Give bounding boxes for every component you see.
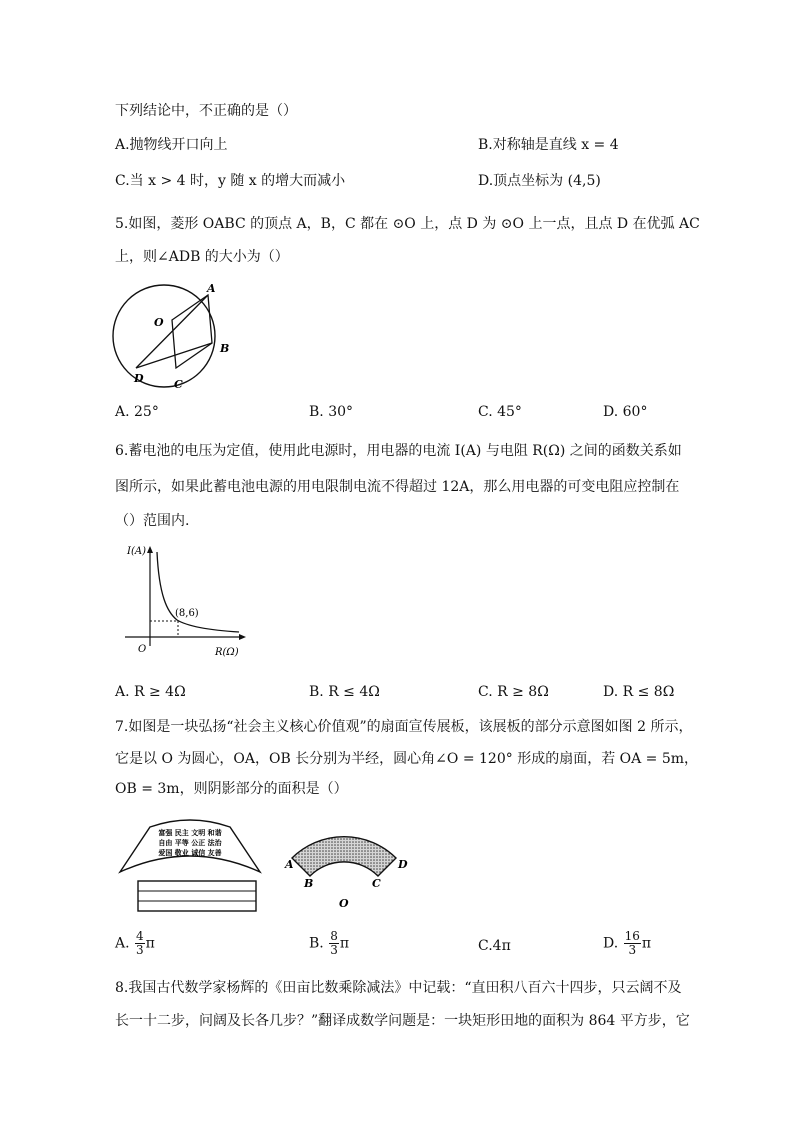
q7-banner-figure [112,815,267,917]
label-b: B [220,342,230,355]
label-c: C [174,378,183,391]
label-a: A [207,282,216,295]
q8-text-line1: 8.我国古代数学家杨辉的《田亩比数乘除减法》中记载：“直田积八百六十四步，只云阔不及 [115,980,682,996]
q5-text-line1: 5.如图，菱形 OABC 的顶点 A，B，C 都在 ⊙O 上，点 D 为 ⊙O 上一点，且点 D 在优弧 AC [115,216,700,232]
label-d: D [398,858,408,871]
q7-sector-figure [280,808,410,912]
q6-option-c: C. R ≥ 8Ω [478,684,549,700]
banner-row-1: 富强 民主 文明 和谐 [158,828,222,837]
q7-option-c [478,938,511,954]
q5-text-line2: 上，则∠ADB 的大小为（） [115,249,289,265]
q6-inverse-graph [115,540,250,660]
q7-text-line2: 它是以 O 为圆心，OA，OB 长分别为半经，圆心角∠O = 120° 形成的扇面，若 OA = 5m， [115,751,699,767]
inverse-curve [157,552,239,632]
option-d: D.顶点坐标为 (4,5) [478,173,601,189]
label-a: A [285,858,294,871]
option-b: B.对称轴是直线 x = 4 [478,137,619,153]
q6-text-line1: 6.蓄电池的电压为定值，使用此电源时，用电器的电流 I(A) 与电阻 R(Ω) 之间的函数关系如 [115,443,682,459]
q5-option-c: C. 45° [478,404,522,420]
origin-label: O [138,644,147,655]
q6-text-line2: 图所示，如果此蓄电池电源的用电限制电流不得超过 12A，那么用电器的可变电阻应控制在 [115,479,680,495]
option-c-prefix: C. [478,938,493,954]
question-stem: 下列结论中，不正确的是（） [115,103,297,119]
option-d-pi: π [641,935,652,952]
segment-da [136,295,208,368]
option-b-denominator: 3 [330,943,338,957]
y-axis-label: I(A) [127,546,146,557]
banner-stand [138,881,256,911]
q8-text-line2: 长一十二步，问阔及长各几步？”翻译成数学问题是：一块矩形田地的面积为 864 平方步，它 [115,1013,690,1029]
x-axis-arrow [239,634,246,640]
option-a-fraction [135,930,145,957]
point-label: (8,6) [175,608,199,619]
q7-option-a [115,930,155,957]
q6-option-b: B. R ≤ 4Ω [309,684,380,700]
option-b-pi: π [339,935,350,952]
q7-option-d [603,930,651,957]
shaded-region [292,837,396,876]
label-c: C [372,877,381,890]
x-axis-label: R(Ω) [215,647,239,658]
banner-row-3: 爱国 敬业 诚信 友善 [158,848,222,857]
option-b-numerator: 8 [330,929,338,943]
option-d-numerator: 16 [624,929,640,943]
option-c-value: 4π [492,938,511,954]
option-b-fraction [329,930,339,957]
q6-text-line3: （）范围内. [115,513,190,529]
option-a-denominator: 3 [136,943,144,957]
q5-option-d: D. 60° [603,404,648,420]
q7-text-line3: OB = 3m，则阴影部分的面积是（） [115,781,348,797]
option-c: C.当 x > 4 时，y 随 x 的增大而减小 [115,173,346,189]
q7-text-line1: 7.如图是一块弘扬“社会主义核心价值观”的扇面宣传展板，该展板的部分示意图如图 2 所示， [115,719,693,735]
q5-option-b: B. 30° [309,404,354,420]
label-b: B [304,877,314,890]
q5-option-a: A. 25° [115,404,159,420]
q7-option-b [309,930,349,957]
option-d-prefix: D. [603,935,619,952]
option-d-denominator: 3 [628,943,637,957]
label-o: O [154,316,164,329]
option-b-prefix: B. [309,935,324,952]
option-a-pi: π [145,935,155,952]
option-a-prefix: A. [115,935,130,952]
option-a-numerator: 4 [136,929,144,943]
y-axis-arrow [147,546,153,553]
option-d-fraction [624,930,641,957]
option-a: A.抛物线开口向上 [115,137,228,153]
banner-row-2: 自由 平等 公正 法治 [158,838,222,847]
q5-circle-figure [110,278,240,396]
label-o: O [339,897,349,910]
q6-option-a: A. R ≥ 4Ω [115,684,186,700]
label-d: D [134,372,144,385]
q6-option-d: D. R ≤ 8Ω [603,684,675,700]
